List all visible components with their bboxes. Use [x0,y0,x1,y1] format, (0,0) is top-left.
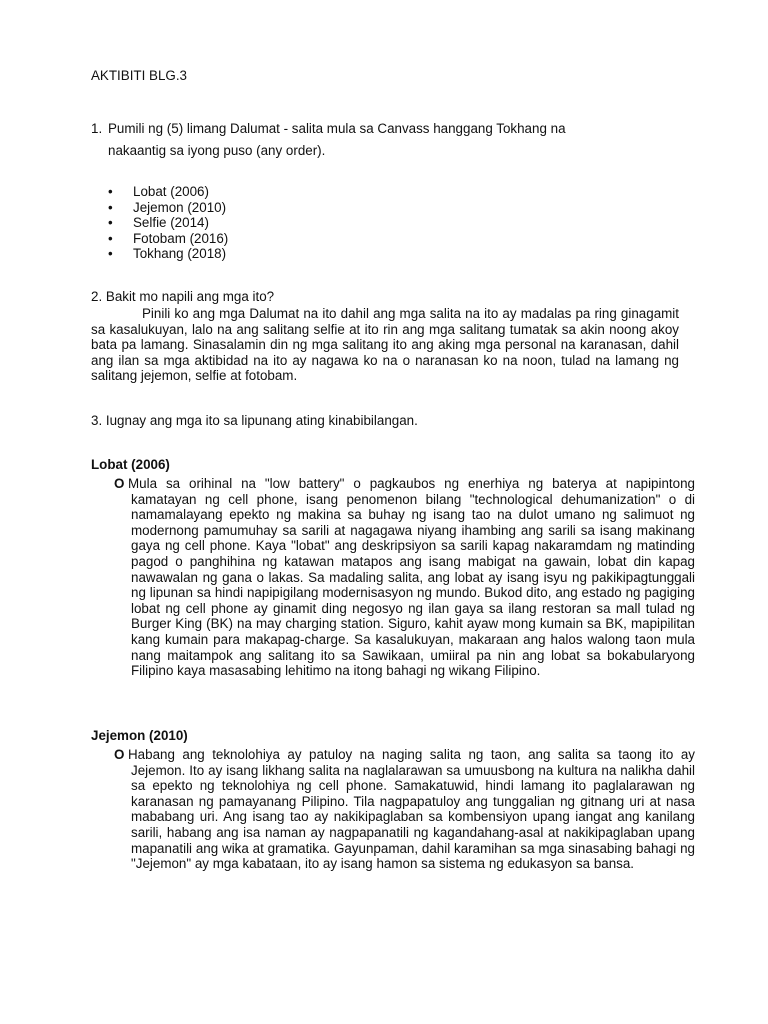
activity-title: AKTIBITI BLG.3 [91,68,187,83]
question-1-text-line1: Pumili ng (5) limang Dalumat - salita mula sa Canvass hanggang Tokhang na [108,121,566,136]
bullet-icon: • [108,215,113,231]
bullet-icon: • [108,199,113,215]
chosen-words-list [108,184,228,262]
list-item: • Fotobam (2016) [108,230,229,246]
lobat-heading: Lobat (2006) [91,457,170,472]
circle-marker-icon: O [114,747,125,762]
question-3: 3. Iugnay ang mga ito sa lipunang ating kinabibilangan. [91,413,418,428]
lobat-text: Mula sa orihinal na "low battery" o pagkaubos ng enerhiya ng baterya at napipintong kamatayan ng cell phone, isang penomenon bilang "technological dehumanization" o di namamalayang epekto ng makina sa buhay ng isang tao na dulot umano ng salimuot ng modernong pamumuhay sa sarili at nagagawa niyang ihambing ang sarili sa isang makinang gaya ng cell phone. Kaya "lobat" ang deskripsiyon sa sarili kapag nakaramdam ng matinding pagod o panghihina ng katawan matapos ang isang mabigat na gawain, lobat din kapag nawawalan ng gana o lakas. Sa madaling salita, ang lobat ay isang isyu ng pakikipagtunggali ng lipunan sa hindi napipigilang modernisasyon ng mundo. Bukod dito, ang estado ng pagiging lobat ng cell phone ay ginamit ding negosyo ng ilan gaya sa ilang restoran sa mall tulad ng Burger King (BK) na may charging station. Siguro, kahit ayaw mong kumain sa BK, mapipilitan kang kumain para makapag-charge. Sa kasalukuyan, makaraan ang halos walong taon mula nang maitampok ang salitang ito sa Sawikaan, umiiral pa nin ang lobat sa bokabularyong Filipino kaya masasabing lehitimo na itong bahagi ng wikang Filipino. [128,476,695,679]
list-item: • Tokhang (2018) [108,246,227,262]
jejemon-text: Habang ang teknolohiya ay patuloy na naging salita ng taon, ang salita sa taong ito ay Jejemon. Ito ay isang likhang salita na naglalarawan sa umuusbong na kultura na nalikha dahil sa epekto ng teknolohiya ng cell phone. Samakatuwid, hindi lamang ito paglalarawan ng karanasan ng pamayanang Pilipino. Tila nagpapatuloy ang tunggalian ng gitnang uri at nasa mababang uri. Ang isang tao ay nakikipaglaban sa kombensiyon upang iangat ang kanilang sarili, habang ang isa naman ay nagpapanatili ng kagandahang-asal at nakikipaglaban upang mapanatili ang wika at gramatika. Gayunpaman, dahil karamihan sa mga sinasabing bahagi ng "Jejemon" ay mga kabataan, ito ay isang hamon sa sistema ng edukasyon sa bansa. [128,747,695,872]
question-1 [91,118,679,162]
question-1-number: 1. [91,121,103,136]
question-2-answer: Pinili ko ang mga Dalumat na ito dahil ang mga salita na ito ay madalas pa ring ginagamit sa kasalukuyan, lalo na ang salitang selfie at ito rin ang mga salitang tumatak sa akin noong akoy bata pa lamang. Sinasalamin din ng mga salitang ito ang aking mga personal na karanasan, dahil ang ilan sa mga aktibidad na ito ay nagawa ko na o naranasan ko na noon, tulad na lamang ng salitang jejemon, selfie at fotobam. [91,306,679,384]
jejemon-heading: Jejemon (2010) [91,728,188,743]
circle-marker-icon: O [114,476,125,491]
question-1-text-line2: nakaantig sa iyong puso (any order). [108,143,326,158]
list-item: • Jejemon (2010) [108,199,227,215]
bullet-icon: • [108,230,113,246]
question-2: 2. Bakit mo napili ang mga ito? [91,289,275,304]
bullet-icon: • [108,246,113,262]
lobat-paragraph [114,476,695,679]
list-item: • Lobat (2006) [108,184,209,199]
bullet-icon: • [108,184,113,199]
jejemon-paragraph [114,747,695,872]
list-item: • Selfie (2014) [108,215,209,231]
